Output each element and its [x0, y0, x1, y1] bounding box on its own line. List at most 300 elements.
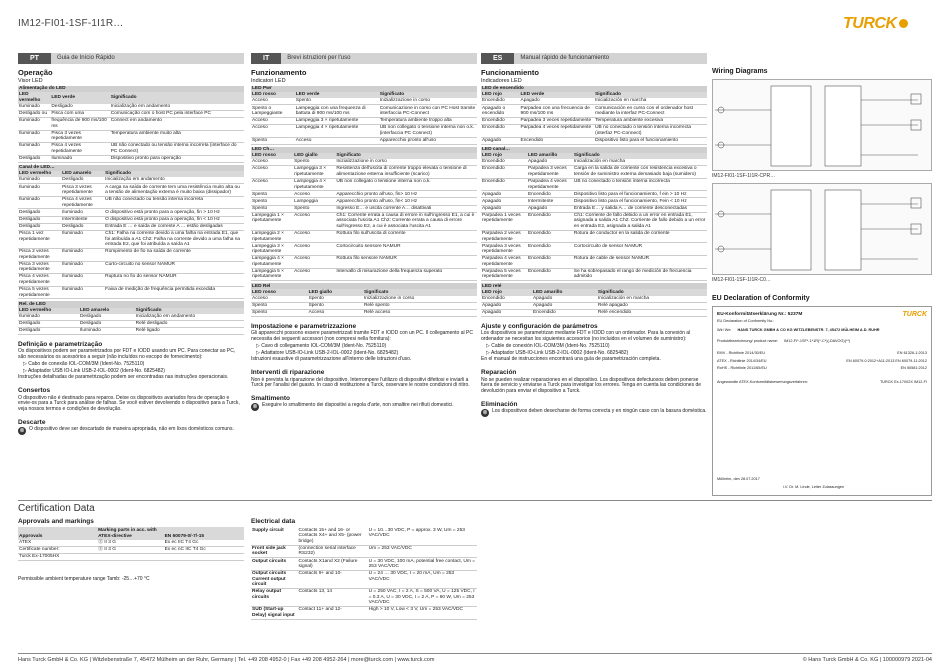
wiring-title: Wiring Diagrams: [712, 68, 768, 75]
table-cell: Iluminado: [18, 117, 50, 130]
table-row: [481, 125, 707, 138]
table-cell: Parpadea 2 veces repetidamente: [481, 230, 527, 243]
eu-standard: ATEX - Richtlinie 2014/34/EU: [717, 358, 767, 363]
led-group-title: LED relé: [481, 283, 707, 289]
table-cell: Iluminado: [18, 143, 50, 156]
table-cell: Spento: [308, 296, 363, 303]
led-column-header: LED amarelo: [61, 171, 104, 177]
footer-left: Hans Turck GmbH & Co. KG | Witzlebenstraße 7, 45472 Mülheim an der Ruhr, Germany | Tel. +49 208 4952-0 | Fax +49 208 4952-264 | more@turck.com | www.turck.com: [18, 657, 435, 663]
table-row: [481, 137, 707, 144]
param-title: Definição e parametrização: [18, 340, 103, 348]
led-table: [481, 86, 707, 145]
table-cell: Lampeggia 3 × ripetutamente: [251, 243, 293, 256]
table-row: [481, 178, 707, 191]
table-cell: Apagado: [520, 98, 595, 105]
param-text-2: En el manual de instrucciones encontrará una guía de parametrización completa.: [481, 356, 661, 363]
table-cell: Desligado: [61, 177, 104, 184]
table-cell: Supply circuit: [251, 527, 298, 545]
table-row: [251, 166, 477, 179]
led-group-title: Rel. de LED: [18, 301, 244, 307]
table-cell: Apagado: [481, 205, 527, 212]
eu-standards: [717, 351, 927, 370]
table-cell: Encendido: [520, 137, 595, 144]
table-row: [18, 104, 244, 111]
table-cell: UB não conectado ou tensão interna incorreta (interface do PC Connect): [110, 143, 244, 156]
table-cell: Cortocircuito de sensor NAMUR: [573, 243, 707, 256]
led-table: [18, 165, 244, 300]
divider-footer: [18, 653, 932, 654]
disposal-title: Descarte: [18, 418, 46, 426]
logo-dot-icon: [899, 19, 908, 28]
table-row: [251, 296, 477, 303]
table-cell: Entrada E… y salida A… de corriente desconectadas: [573, 205, 707, 212]
table-cell: Apagado: [481, 191, 527, 198]
table-row: [18, 546, 244, 553]
repair-text: O dispositivo não é destinado para reparos. Deixe os dispositivos avariados fora de operação e envie-os para a Turck para análise de falhas. Se você estiver devolvendo o dispositivo para a Turck, veja nossos termos e condições de devolução.: [18, 394, 240, 413]
atex-head: ATEX-directive: [97, 534, 164, 540]
led-column-header: LED vermelho: [18, 92, 50, 104]
table-cell: U = 30 VDC, 100 mA, potential free contact, Um = 253 VAC/VDC: [368, 558, 476, 570]
wiring-diagram-2-svg: [713, 184, 933, 276]
table-cell: Apagado: [481, 302, 532, 309]
table-row: [251, 125, 477, 138]
table-cell: Acceso: [308, 309, 363, 316]
table-cell: Inicialização em andamento: [110, 104, 244, 111]
table-cell: Temperatura ambiente muito alta: [110, 130, 244, 143]
table-cell: O dispositivo está pronto para a operação, fin > 10 Hz: [104, 209, 244, 216]
approvals-head: Approvals: [18, 534, 97, 540]
brand-name: TURCK: [843, 15, 897, 32]
table-cell: Acceso: [293, 243, 335, 256]
table-cell: Ex ec IIC T4 Gc: [164, 540, 244, 547]
table-row: [18, 314, 244, 321]
table-cell: Ch1: Corriente de fallo debido a un error en entrada E1, asignada a salida A1 Ch2: Corriente de fallo debido a un error en entrada E2, asignada a salida A1: [573, 212, 706, 229]
eu-doc-head: EU-Konformitätserklärung Nr.:: [717, 312, 787, 318]
led-group-title: LED Pwr: [251, 86, 477, 92]
table-cell: Apagado o encendido: [481, 105, 520, 118]
led-column-header: LED rojo: [481, 289, 532, 295]
table-cell: Output circuits Current output circuit: [251, 570, 298, 588]
table-row: [251, 198, 477, 205]
table-cell: Lampeggia 4 × ripetutamente: [251, 256, 293, 269]
table-cell: Spento: [251, 191, 293, 198]
en-head: EN 60079-0/-7/-15: [164, 534, 244, 540]
table-cell: Acceso: [293, 212, 335, 230]
table-cell: Desligado: [18, 320, 79, 327]
table-row: [18, 230, 244, 248]
table-cell: Ⓔ II 3 G: [97, 546, 164, 553]
table-cell: Encendido: [481, 159, 527, 166]
table-cell: Acceso: [293, 230, 335, 243]
eu-standard-row: [717, 351, 927, 355]
table-cell: Apagado: [481, 137, 520, 144]
table-cell: Acceso: [251, 178, 293, 191]
table-row: [18, 110, 244, 117]
table-cell: Relé desligado: [135, 320, 244, 327]
disposal-text: Los dispositivos deben desecharse de forma correcta y en ningún caso con la basura doméstica.: [492, 408, 707, 415]
table-cell: Se ha sobrepasado el rango de medición de frecuencia admitido: [573, 268, 707, 281]
table-row: [18, 184, 244, 197]
table-cell: U = 250 VAC, I = 2 A, S = 500 VA, U = 125 VDC, I = 0.3 A, U = 30 VDC, I = 2 A, P = 60 W, Um = 253 VAC/VDC: [368, 589, 477, 607]
column-it: [251, 53, 477, 411]
table-cell: Dispositivo listo para el funcionamiento: [594, 137, 707, 144]
table-cell: Spento: [251, 309, 308, 316]
table-cell: (connection serial interface RS232): [298, 545, 368, 558]
table-row: [481, 309, 707, 316]
table-row: [481, 243, 707, 256]
led-column-header: LED rojo: [481, 153, 527, 159]
eu-standard: RoHS - Richtlinie 2011/65/EU: [717, 365, 767, 370]
eu-doc-sub: EU Declaration of Conformity No.:: [717, 319, 775, 324]
eu-declaration: [712, 295, 932, 496]
table-row: [18, 261, 244, 274]
disposal-note: [481, 409, 707, 417]
lang-code: IT: [251, 53, 281, 64]
table-row: [251, 256, 477, 269]
led-column-header: Significato: [335, 153, 477, 159]
table-cell: Apagado: [532, 302, 597, 309]
table-row: [251, 117, 477, 124]
table-cell: Relé ligado: [135, 327, 244, 334]
led-column-header: LED verde: [295, 92, 379, 98]
table-row: [251, 212, 477, 230]
table-cell: O dispositivo está pronto para a operação, fin < 10 Hz: [104, 216, 244, 223]
table-cell: Encendido: [481, 98, 520, 105]
table-cell: Pisca 3 vezes repetidamente: [61, 184, 104, 197]
table-cell: Apagado: [532, 296, 597, 303]
table-row: [251, 230, 477, 243]
table-cell: Apagado: [527, 205, 573, 212]
table-row: [18, 274, 244, 287]
table-cell: Contacts 9+ and 10-: [298, 570, 368, 588]
led-column-header: Significado: [110, 92, 244, 104]
table-cell: Parpadea con una frecuencia de 900 ms/100 ms: [520, 105, 595, 118]
table-row: [251, 268, 477, 281]
table-cell: Relay output circuits: [251, 589, 298, 607]
table-cell: Desligado: [79, 320, 135, 327]
table-cell: Pisca 5 vezes repetidamente: [18, 286, 61, 299]
table-cell: Encendido: [481, 166, 527, 179]
table-row: [18, 216, 244, 223]
table-cell: Comunicação com o host PC pela interface PC: [110, 110, 244, 117]
table-cell: Rotura de conductor en la salida de corriente: [573, 230, 707, 243]
electrical-section: [251, 518, 477, 620]
table-cell: Pisca 4 vezes repetidamente: [61, 196, 104, 209]
table-cell: Iluminado: [61, 261, 104, 274]
led-table: [481, 147, 707, 282]
wiring-label-1: IM12-FI01-1SF-1I1R-CPR…: [712, 173, 776, 180]
table-cell: Acceso: [251, 125, 295, 138]
led-group-title: LED Rel: [251, 283, 477, 289]
operation-subtitle: Visor LED: [18, 77, 43, 84]
table-row: [18, 553, 244, 560]
table-cell: Acceso: [295, 137, 379, 144]
table-row: [481, 212, 707, 230]
wiring-diagram-1: [712, 79, 932, 171]
table-row: [18, 117, 244, 130]
table-row: [251, 105, 477, 118]
table-cell: Um = 253 VAC/VDC: [368, 545, 477, 558]
table-cell: Relè acceso: [363, 309, 477, 316]
table-cell: Faixa de medição de frequência permitida excedida: [104, 286, 244, 299]
table-cell: Comunicazione in corso con PC Host tramite interfaccia PC-Connect: [379, 105, 476, 117]
table-cell: Contacts 13, 14: [298, 589, 368, 607]
table-cell: Encendido: [481, 117, 520, 124]
operation-title: Funzionamento: [251, 68, 307, 77]
table-row: [18, 196, 244, 209]
table-cell: Entrada E … e saída de corrente A … estão desligadas: [104, 223, 244, 230]
repair-text: No se pueden realizar reparaciones en el dispositivo. Los dispositivos defectuosos deben ponerse fuera de servicio y enviarse a Turck para investigar los errores. Tenga en cuenta las condiciones de devolución para enviar el dispositivo a Turck.: [481, 376, 702, 395]
param-bullet: ▷ Cavo di collegamento IOL-COM/3M (Ident-No. 7525110): [256, 342, 387, 349]
led-column-header: Significado: [573, 153, 707, 159]
table-cell: Dispositivo pronto para operação: [110, 155, 244, 162]
table-cell: UB no conectado o tensión interna incorrecta (interfaz PC-Connect): [594, 125, 707, 138]
table-row: [18, 223, 244, 230]
table-cell: UB no conectado o tensión interna incorrecta: [573, 178, 707, 191]
disposal-bin-icon: ⊗: [482, 410, 488, 417]
approvals-section: [18, 518, 244, 583]
table-cell: Cortocircuito sensore NAMUR: [335, 243, 477, 256]
table-cell: Spento: [251, 302, 308, 309]
led-column-header: Significado: [594, 92, 707, 98]
wiring-label-2: IM12-FI01-1SF-1I1R-C0…: [712, 276, 771, 283]
table-cell: Ch1: Corrente errata a causa di errore in sull'ingresso E1, a cui è associata l'uscita A1 Ch2: Corrente errata a causa di errore sull'ingresso E2, a cui è associata l'uscita A1: [335, 212, 477, 230]
eu-standard-ref: EN 61326-1:2013: [897, 351, 927, 356]
eu-cert-label: Angewandte ATEX-Konformitätsbewertungsverfahren:: [717, 380, 808, 385]
table-row: [481, 296, 707, 303]
table-cell: Lampeggia 4 × ripetutamente: [293, 178, 335, 191]
table-cell: Apparecchio pronto all'uso: [379, 137, 477, 144]
table-cell: Relé apagado: [597, 302, 707, 309]
table-cell: Desligado: [18, 155, 50, 162]
led-table: [251, 283, 477, 317]
table-cell: Inicialização em andamento: [135, 314, 244, 321]
table-cell: Certificate number:: [18, 546, 97, 553]
table-cell: [97, 553, 164, 560]
eu-product-label: Produktbezeichnung/ product name:: [717, 338, 779, 343]
table-cell: Intermitente: [61, 216, 104, 223]
table-cell: Spento: [308, 302, 363, 309]
table-cell: Spento o Lampeggiante: [251, 105, 295, 118]
table-cell: Encendido: [527, 243, 573, 256]
table-cell: SUD (Start-up Delay) signal input: [251, 607, 298, 620]
cert-title: Certification Data: [18, 503, 95, 514]
table-cell: UB non collegato o tensione interna non o.k.: [335, 178, 477, 191]
table-row: [481, 256, 707, 269]
repair-title: Interventi di riparazione: [251, 369, 325, 377]
table-row: [251, 302, 477, 309]
table-cell: Iluminado: [50, 155, 109, 162]
table-cell: U = 24 … 30 VDC, I = 20 mA, Um = 253 VAC/VDC: [368, 570, 477, 588]
table-cell: Encendido: [527, 268, 573, 281]
led-column-header: Significado: [104, 171, 244, 177]
wiring-diagram-1-svg: [713, 80, 933, 172]
led-column-header: LED rosso: [251, 92, 295, 98]
wiring-section: [712, 68, 932, 284]
lang-desc: Guia de Início Rápido: [56, 55, 115, 62]
repair-text: Non è prevista la riparazione del dispositivo. Interrompere l'utilizzo di dispositivi difettosi e inviarli a Turck per l'analisi del guasto. In caso di restituzione a Turck, osservare le nostre condizioni di ritiro.: [251, 376, 470, 389]
table-cell: Pisca 4 vezes repetidamente: [50, 143, 109, 156]
approvals-table: [18, 527, 244, 561]
table-cell: Spento: [251, 137, 295, 144]
table-cell: Iluminado: [18, 184, 61, 197]
table-row: [251, 570, 477, 588]
repair-title: Reparación: [481, 369, 517, 377]
operation-title: Operação: [18, 68, 53, 77]
table-row: [251, 98, 477, 105]
table-cell: Encendido: [527, 191, 573, 198]
table-cell: Desligado ou: [18, 110, 50, 117]
table-cell: Iluminado: [61, 248, 104, 261]
table-cell: Parpadea 4 veces repetidamente: [527, 178, 573, 191]
table-cell: Lampeggia 3 × ripetutamente: [295, 117, 379, 124]
table-cell: Relè spento: [363, 302, 477, 309]
eu-signer: i.V. Dr. M. Linde, Leiter Zulassungen: [783, 484, 845, 489]
led-column-header: LED vermelho: [18, 171, 61, 177]
table-cell: Iluminado: [18, 130, 50, 143]
table-row: [251, 191, 477, 198]
eu-place-date: Mülheim, den 28.07.2017: [717, 476, 760, 481]
table-cell: Apparecchio pronto all'uso, fin< 10 Hz: [335, 198, 477, 205]
table-cell: Intermitente: [527, 198, 573, 205]
table-cell: Desligado: [18, 327, 79, 334]
table-cell: Turck Ex-17005HX: [18, 553, 97, 560]
table-cell: Encendido: [481, 125, 520, 138]
table-row: [481, 117, 707, 124]
table-cell: Acceso: [251, 296, 308, 303]
table-cell: Parpadea 1 veces repetidamente: [481, 212, 527, 230]
table-cell: Front side jack socket: [251, 545, 298, 558]
led-column-header: Significato: [379, 92, 477, 98]
eu-product: IM12-FI*-1SF*-1*1R(*-C*)(-DAVOG)(**): [784, 338, 851, 343]
table-cell: Rompimento de fio na saída de corrente: [104, 248, 244, 261]
eu-brand: TURCK: [902, 311, 927, 319]
disposal-bin-icon: ⊗: [252, 404, 258, 411]
operation-subtitle: Indicatori LED: [251, 77, 286, 84]
table-cell: [164, 553, 244, 560]
table-cell: Acceso: [251, 166, 293, 179]
table-row: [481, 205, 707, 212]
lang-code: PT: [18, 53, 51, 64]
table-cell: Parpadea 4 veces repetidamente: [481, 256, 527, 269]
table-cell: Ex ec nC IIC T4 Gc: [164, 546, 244, 553]
table-row: [481, 166, 707, 179]
table-cell: Lampeggia con una frequenza di battuta di 900 ms/100 ms: [295, 105, 379, 118]
table-cell: Lampeggia 1 × ripetutamente: [251, 212, 293, 230]
ambient-range: Permissible ambient temperature range Tamb: -25…+70 °C: [18, 576, 150, 583]
table-row: [481, 191, 707, 198]
table-row: [481, 98, 707, 105]
eu-doc-number: 5237M: [787, 312, 803, 318]
param-title: Impostazione e parametrizzazione: [251, 322, 357, 330]
table-cell: Connect em andamento: [110, 117, 244, 130]
param-bullet: ▷ Cable de conexión IOL-COM/3M (Ident-No. 7525110): [486, 342, 610, 349]
table-cell: Inicialización en marcha: [597, 296, 707, 303]
param-title: Ajuste y configuración de parámetros: [481, 322, 598, 330]
table-cell: Ruptura no fio do sensor NAMUR: [104, 274, 244, 287]
table-row: [18, 143, 244, 156]
table-row: [18, 286, 244, 299]
table-cell: Ch1: Falha na corrente devido a uma falha na entrada E1, que foi atribuída a A1 Ch2: Falha na corrente devido a uma falha na entrada E2, que foi atribuída a saída A1: [104, 230, 244, 248]
table-row: [251, 205, 477, 212]
marking-head: Marking parts in acc. with: [97, 527, 244, 533]
param-bullet: ▷ Adattatore USB-IO-Link USB-2-IOL-0002 (Ident-No. 6825482): [256, 349, 399, 356]
table-cell: Inizializzazione in corso: [335, 159, 477, 166]
param-bullet: ▷ Cabo de conexão IOL-COM/3M (Ident-No. 7525110): [23, 360, 145, 367]
led-column-header: LED verde: [520, 92, 595, 98]
disposal-note: [251, 403, 477, 411]
eu-standard-row: [717, 359, 927, 363]
table-cell: Inicialización en marcha: [573, 159, 707, 166]
table-row: [18, 155, 244, 162]
led-column-header: LED verde: [50, 92, 109, 104]
table-cell: Iluminado: [18, 314, 79, 321]
table-row: [18, 540, 244, 547]
table-cell: Iluminado: [18, 104, 50, 111]
table-cell: UB não conectado ou tensão interna incorreta: [104, 196, 244, 209]
param-bullet: ▷ Adaptador USB-IO-Link USB-2-IOL-0002 (Ident-No. 6825482): [486, 349, 629, 356]
table-cell: Temperatura ambiente troppo alta: [379, 117, 477, 124]
table-cell: Desligado: [18, 209, 61, 216]
led-column-header: Significato: [363, 289, 477, 295]
led-group-title: LED canal…: [481, 147, 707, 153]
lang-bar-it: [251, 53, 477, 64]
repair-title: Consertos: [18, 387, 51, 395]
table-cell: Lampeggia 4 × ripetutamente: [295, 125, 379, 138]
table-cell: Spento: [293, 159, 335, 166]
table-row: [251, 178, 477, 191]
operation-subtitle: Indicadores LED: [481, 77, 522, 84]
param-text: Los dispositivos se parametrizan mediante FDT e IODD con un ordenador. Para la conexión al ordenador se necesitan los siguientes accesorios (no incluidos en el volumen de suministro):: [481, 330, 691, 343]
wiring-diagram-2: [712, 183, 932, 275]
table-cell: Pisca 2 vezes repetidamente: [18, 248, 61, 261]
table-cell: High > 10 V, Low < 3 V, Um = 253 VAC/VDC: [368, 607, 477, 620]
led-column-header: LED amarelo: [79, 308, 135, 314]
table-cell: Rottura filo sensore NAMUR: [335, 256, 477, 269]
table-cell: Desligado: [50, 104, 109, 111]
table-cell: Ⓔ II 3 G: [97, 540, 164, 547]
table-row: [251, 309, 477, 316]
led-column-header: LED amarillo: [532, 289, 597, 295]
table-cell: Apagado: [481, 309, 532, 316]
table-row: [18, 327, 244, 334]
table-cell: Acceso: [293, 191, 335, 198]
table-cell: Desligado: [18, 223, 61, 230]
table-cell: Parpadea 4 veces repetidamente: [520, 125, 595, 138]
column-pt: [18, 53, 244, 435]
table-row: [481, 159, 707, 166]
led-column-header: LED rojo: [481, 92, 520, 98]
table-row: [251, 545, 477, 558]
table-cell: Temperatura ambiente excesiva: [594, 117, 707, 124]
table-cell: A carga na saída de corrente tem uma resistência muito alta ou a tensão de alimentação externa é muito baixa (dissipador): [104, 184, 244, 197]
table-cell: Acceso: [293, 256, 335, 269]
table-cell: Desligado: [18, 216, 61, 223]
table-cell: Dispositivo listo para el funcionamiento, Fein < 10 Hz: [573, 198, 707, 205]
led-column-header: LED giallo: [293, 153, 335, 159]
led-column-header: Significado: [135, 308, 244, 314]
led-table: [251, 86, 477, 145]
table-cell: Acceso: [251, 159, 293, 166]
eu-document: [712, 306, 932, 496]
table-cell: Acceso: [251, 117, 295, 124]
disposal-title: Smaltimento: [251, 395, 291, 403]
disposal-bin-icon: ⊗: [19, 428, 25, 435]
table-cell: Contacts 15+ and 16- or Contacts X4+ and X5- (power bridge): [298, 527, 368, 545]
eu-standard-ref: EN 50581:2012: [900, 365, 927, 370]
table-cell: Spento: [251, 198, 293, 205]
led-table: [18, 86, 244, 163]
